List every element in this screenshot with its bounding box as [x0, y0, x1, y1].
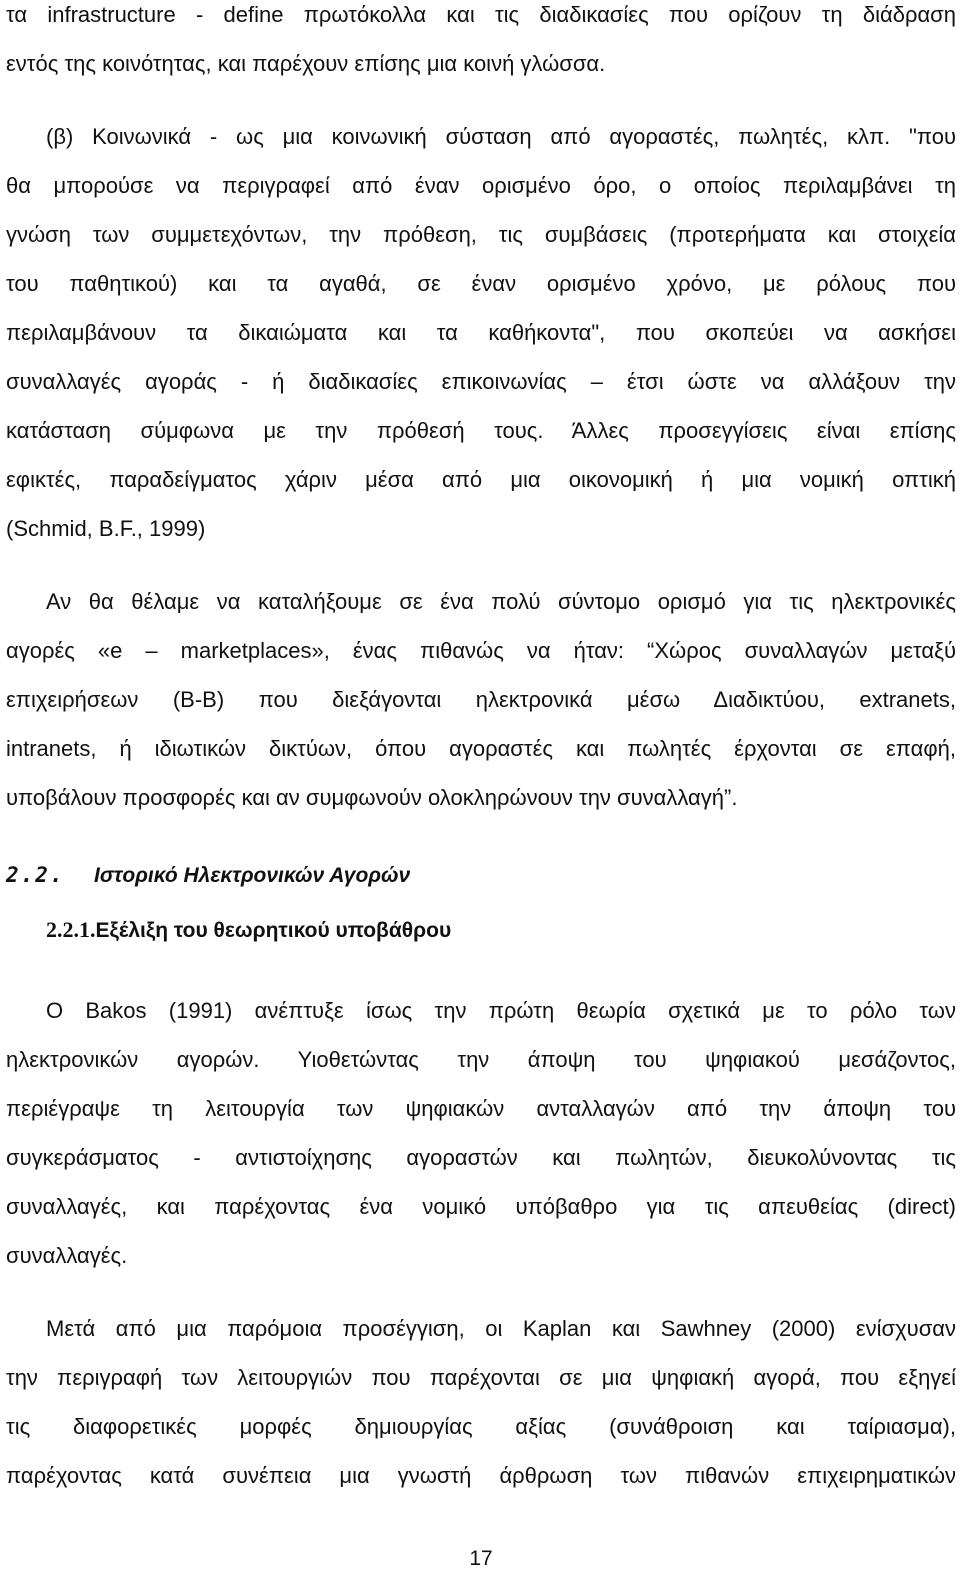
paragraph-2-line-3: γνώση των συμμετεχόντων, την πρόθεση, τις συμβάσεις (προτερήματα και στοιχεία [6, 222, 956, 247]
paragraph-2-line-5: περιλαμβάνουν τα δικαιώματα και τα καθήκοντα", που σκοπεύει να ασκήσει [6, 320, 956, 345]
paragraph-2-line-9: (Schmid, B.F., 1999) [6, 516, 206, 541]
subsection-title: Εξέλιξη του θεωρητικού υποβάθρου [95, 919, 452, 942]
section-number: 2.2. [6, 863, 65, 887]
paragraph-2-line-8: εφικτές, παραδείγματος χάριν μέσα από μια οικονομική ή μια νομική οπτική [6, 467, 956, 492]
paragraph-4-line-2: ηλεκτρονικών αγορών. Υιοθετώντας την άποψη του ψηφιακού μεσάζοντος, [6, 1047, 956, 1072]
paragraph-4-line-4: συγκεράσματος - αντιστοίχησης αγοραστών και πωλητών, διευκολύνοντας τις [6, 1145, 956, 1170]
paragraph-2-line-1: (β) Κοινωνικά - ως μια κοινωνική σύσταση από αγοραστές, πωλητές, κλπ. "που [46, 124, 956, 149]
page-number: 17 [469, 1547, 493, 1570]
paragraph-4-line-5: συναλλαγές, και παρέχοντας ένα νομικό υπόβαθρο για τις απευθείας (direct) [6, 1194, 956, 1219]
paragraph-1-line-1: τα infrastructure - define πρωτόκολλα και τις διαδικασίες που ορίζουν τη διάδραση [6, 2, 956, 27]
paragraph-3-line-5: υποβάλουν προσφορές και αν συμφωνούν ολοκληρώνουν την συναλλαγή”. [6, 785, 738, 810]
paragraph-2-line-2: θα μπορούσε να περιγραφεί από έναν ορισμένο όρο, ο οποίος περιλαμβάνει τη [6, 173, 956, 198]
paragraph-4-line-6: συναλλαγές. [6, 1243, 128, 1268]
paragraph-3-line-1: Αν θα θέλαμε να καταλήξουμε σε ένα πολύ σύντομο ορισμό για τις ηλεκτρονικές [46, 589, 956, 614]
paragraph-5-line-3: τις διαφορετικές μορφές δημιουργίας αξίας (συνάθροιση και ταίριασμα), [6, 1414, 956, 1439]
paragraph-5-line-4: παρέχοντας κατά συνέπεια μια γνωστή άρθρωση των πιθανών επιχειρηματικών [6, 1463, 956, 1488]
subsection-heading [46, 915, 451, 946]
paragraph-5-line-1: Μετά από μια παρόμοια προσέγγιση, οι Kaplan και Sawhney (2000) ενίσχυσαν [46, 1316, 956, 1341]
subsection-number: 2.2.1. [46, 917, 96, 942]
paragraph-5-line-2: την περιγραφή των λειτουργιών που παρέχονται σε μια ψηφιακή αγορά, που εξηγεί [6, 1365, 956, 1390]
paragraph-2-line-4: του παθητικού) και τα αγαθά, σε έναν ορισμένο χρόνο, με ρόλους που [6, 271, 956, 296]
paragraph-1-line-2: εντός της κοινότητας, και παρέχουν επίσης μια κοινή γλώσσα. [6, 51, 606, 76]
paragraph-2-line-7: κατάσταση σύμφωνα με την πρόθεσή τους. Άλλες προσεγγίσεις είναι επίσης [6, 418, 956, 443]
paragraph-3-line-4: intranets, ή ιδιωτικών δικτύων, όπου αγοραστές και πωλητές έρχονται σε επαφή, [6, 736, 956, 761]
paragraph-4-line-1: Ο Bakos (1991) ανέπτυξε ίσως την πρώτη θεωρία σχετικά με το ρόλο των [46, 998, 956, 1023]
section-heading [6, 860, 410, 891]
paragraph-4-line-3: περιέγραψε τη λειτουργία των ψηφιακών ανταλλαγών από την άποψη του [6, 1096, 956, 1121]
section-title: Ιστορικό Ηλεκτρονικών Αγορών [94, 864, 411, 887]
paragraph-2-line-6: συναλλαγές αγοράς - ή διαδικασίες επικοινωνίας – έτσι ώστε να αλλάξουν την [6, 369, 956, 394]
paragraph-3-line-2: αγορές «e – marketplaces», ένας πιθανώς να ήταν: “Χώρος συναλλαγών μεταξύ [6, 638, 956, 663]
paragraph-3-line-3: επιχειρήσεων (B-B) που διεξάγονται ηλεκτρονικά μέσω Διαδικτύου, extranets, [6, 687, 956, 712]
